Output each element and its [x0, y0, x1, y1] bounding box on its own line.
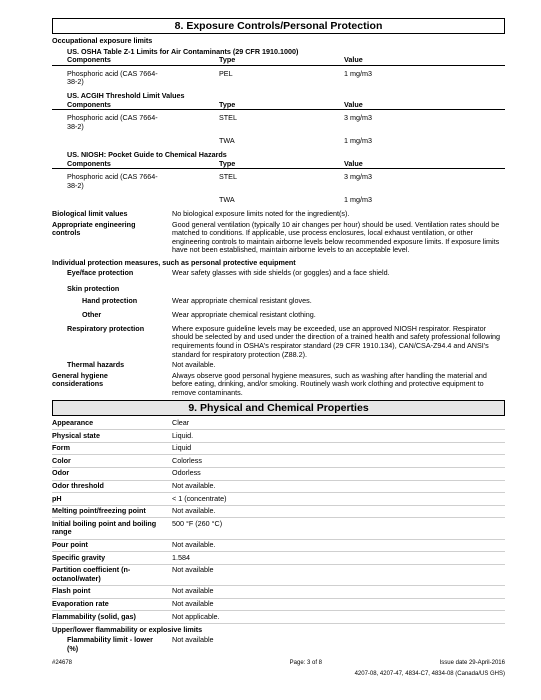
value-cell: 1 mg/m3 — [344, 68, 372, 78]
property-row — [52, 552, 505, 565]
sds-page — [52, 18, 505, 653]
value-cell: 3 mg/m3 — [344, 113, 372, 123]
thermal-hazards-label: Thermal hazards — [67, 360, 125, 370]
property-label: Flammability (solid, gas) — [52, 611, 136, 621]
property-value: Not available. — [172, 506, 216, 516]
col-value: Value — [344, 158, 363, 168]
property-value: Not available — [172, 599, 214, 608]
col-type: Type — [219, 158, 236, 168]
osha-table-title: US. OSHA Table Z-1 Limits for Air Contaminants (29 CFR 1910.1000) — [67, 46, 299, 56]
ppe-heading: Individual protection measures, such as personal protective equipment — [52, 257, 296, 267]
property-label: Odor — [52, 468, 70, 478]
property-label: Form — [52, 443, 70, 453]
component-cell: Phosphoric acid (CAS 7664-38-2) — [67, 172, 158, 190]
col-components: Components — [67, 55, 111, 65]
property-value: 500 °F (260 °C) — [172, 518, 223, 528]
engineering-controls-label: Appropriate engineering controls — [52, 219, 136, 238]
col-components: Components — [67, 158, 111, 168]
document-id: #24678 — [52, 660, 73, 666]
type-cell: TWA — [219, 195, 235, 205]
component-cell — [67, 137, 219, 146]
table-row — [52, 70, 505, 87]
respiratory-protection-row — [52, 325, 505, 359]
thermal-hazards-value: Not available. — [172, 360, 216, 370]
page-number: Page: 3 of 8 — [289, 660, 322, 666]
property-value: Clear — [172, 418, 190, 428]
type-cell: STEL — [219, 113, 237, 123]
thermal-hazards-row — [52, 361, 505, 370]
property-value: Colorless — [172, 455, 202, 465]
table-row — [52, 137, 505, 146]
property-label: Initial boiling point and boiling range — [52, 518, 157, 537]
property-label: Partition coefficient (n-octanol/water) — [52, 565, 131, 583]
col-type: Type — [219, 55, 236, 65]
niosh-table-header — [52, 160, 505, 170]
property-row — [52, 565, 505, 586]
value-cell: 1 mg/m3 — [344, 195, 372, 205]
eye-protection-value: Wear safety glasses with side shields (or goggles) and a face shield. — [172, 268, 390, 278]
eye-protection-label: Eye/face protection — [67, 268, 134, 278]
type-cell: PEL — [219, 68, 233, 78]
col-value: Value — [344, 55, 363, 65]
other-protection-row — [52, 311, 505, 320]
property-label: Evaporation rate — [52, 599, 109, 608]
property-value: 1.584 — [172, 552, 190, 562]
issue-date: Issue date 29-April-2016 — [439, 660, 505, 666]
eye-protection-row — [52, 269, 505, 278]
hygiene-value: Always observe good personal hygiene measures, such as washing after handling the material and before eating, drinking, and/or smoking. Routinely wash work clothing and protective equipment to remove contaminants. — [172, 370, 487, 397]
property-row — [52, 506, 505, 519]
engineering-controls-row — [52, 221, 505, 255]
property-row — [52, 430, 505, 443]
col-value: Value — [344, 99, 363, 109]
hygiene-label: General hygiene considerations — [52, 370, 108, 389]
table-row — [52, 196, 505, 205]
property-value: Odorless — [172, 468, 201, 478]
type-cell: STEL — [219, 172, 237, 182]
table-row — [52, 114, 505, 131]
respiratory-protection-value: Where exposure guideline levels may be exceeded, use an approved NIOSH respirator. Respirator should be selected by and used under the direction of a trained health and safety professional following requirements found in OSHA's respirator standard (29 CFR 1910.134), CAN/CSA-Z94.4 and ANSI's standard for respiratory protection (Z88.2). — [172, 323, 501, 359]
property-row — [52, 599, 505, 612]
property-row — [52, 493, 505, 506]
col-type: Type — [219, 99, 236, 109]
col-components: Components — [67, 99, 111, 109]
component-cell: Phosphoric acid (CAS 7664-38-2) — [67, 113, 158, 131]
other-protection-value: Wear appropriate chemical resistant clothing. — [172, 310, 316, 320]
niosh-table-title: US. NIOSH: Pocket Guide to Chemical Hazards — [67, 149, 227, 159]
property-row — [52, 611, 505, 624]
property-row — [52, 586, 505, 599]
flammability-lower-row — [52, 636, 505, 653]
component-cell: Phosphoric acid (CAS 7664-38-2) — [67, 68, 158, 87]
property-row — [52, 540, 505, 553]
flammability-lower-value: Not available — [172, 635, 214, 645]
section-8-header: 8. Exposure Controls/Personal Protection — [52, 18, 505, 34]
table-row — [52, 173, 505, 190]
property-row — [52, 443, 505, 456]
skin-protection-label: Skin protection — [67, 284, 120, 294]
flammability-lower-label: Flammability limit - lower (%) — [67, 635, 153, 653]
property-label: Pour point — [52, 540, 88, 550]
other-protection-label: Other — [82, 310, 102, 320]
property-row — [52, 455, 505, 468]
property-label: Physical state — [52, 430, 100, 440]
property-row — [52, 468, 505, 481]
acgih-table-header — [52, 101, 505, 111]
type-cell: TWA — [219, 136, 235, 146]
property-row — [52, 518, 505, 539]
property-row — [52, 418, 505, 431]
engineering-controls-value: Good general ventilation (typically 10 air changes per hour) should be used. Ventilation rates should be matched to conditions. If applicable, use process enclosures, local exhaust ventilation, or other engineering controls to maintain airborne levels below recommended exposure limits. If exposure limits have not been established, maintain airborne levels to an acceptable level. — [172, 219, 500, 255]
property-value: Not available. — [172, 481, 216, 491]
biological-limits-row — [52, 210, 505, 219]
property-label: Odor threshold — [52, 481, 104, 491]
property-value: Liquid. — [172, 430, 194, 440]
value-cell: 1 mg/m3 — [344, 136, 372, 146]
properties-list — [52, 418, 505, 624]
property-value: Not available. — [172, 540, 216, 550]
hand-protection-label: Hand protection — [82, 295, 138, 305]
product-codes: 4207-08, 4207-47, 4834-C7, 4834-08 (Canada/US GHS) — [354, 671, 505, 677]
acgih-table-title: US. ACGIH Threshold Limit Values — [67, 90, 185, 100]
property-label: Appearance — [52, 418, 94, 428]
property-value: Liquid — [172, 443, 192, 453]
respiratory-protection-label: Respiratory protection — [67, 323, 145, 333]
hygiene-row — [52, 372, 505, 398]
property-row — [52, 481, 505, 494]
property-value: < 1 (concentrate) — [172, 493, 227, 503]
osha-table-header — [52, 56, 505, 66]
property-label: Specific gravity — [52, 552, 106, 562]
property-label: Color — [52, 455, 71, 465]
property-label: Melting point/freezing point — [52, 506, 146, 516]
page-footer — [52, 660, 505, 678]
property-value: Not applicable. — [172, 611, 220, 621]
biological-limits-value: No biological exposure limits noted for the ingredient(s). — [172, 208, 350, 218]
property-label: pH — [52, 493, 62, 503]
property-value: Not available — [172, 565, 214, 575]
hand-protection-row — [52, 297, 505, 306]
occupational-limits-heading: Occupational exposure limits — [52, 36, 153, 45]
biological-limits-label: Biological limit values — [52, 208, 128, 218]
value-cell: 3 mg/m3 — [344, 172, 372, 182]
property-value: Not available — [172, 586, 214, 596]
property-label: Flash point — [52, 586, 91, 596]
flammability-limits-heading: Upper/lower flammability or explosive limits — [52, 624, 203, 634]
hand-protection-value: Wear appropriate chemical resistant gloves. — [172, 295, 312, 305]
section-9-header: 9. Physical and Chemical Properties — [52, 400, 505, 416]
component-cell — [67, 196, 219, 205]
